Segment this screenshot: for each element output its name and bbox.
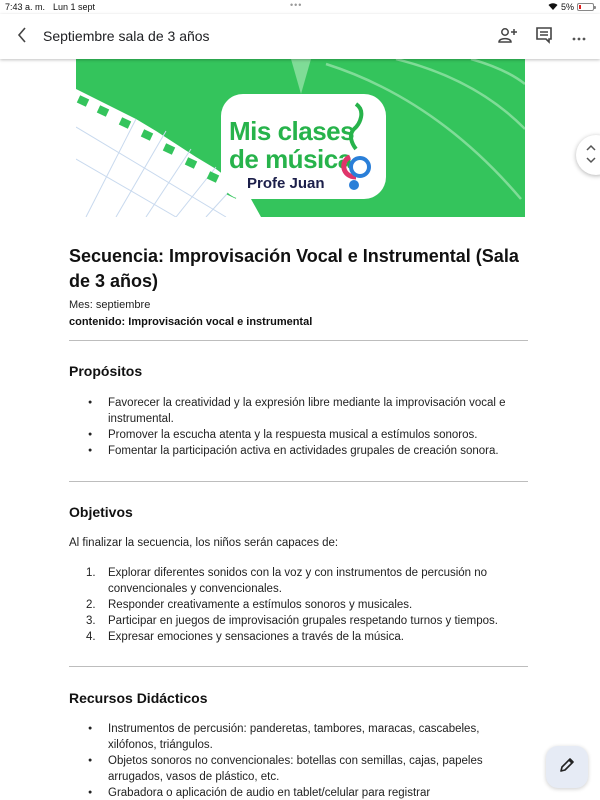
- share-button[interactable]: [497, 26, 519, 48]
- more-options-button[interactable]: [568, 26, 590, 48]
- list-number: 1.: [86, 567, 96, 579]
- divider: [69, 340, 528, 341]
- list-item: ● Fomentar la participación activa en actividades grupales de creación sonora.: [88, 443, 528, 459]
- list-item: ● Promover la escucha atenta y la respuesta musical a estímulos sonoros.: [88, 427, 528, 443]
- month-label: Mes: septiembre: [69, 299, 151, 311]
- edit-button[interactable]: [546, 746, 588, 788]
- list-number: 3.: [86, 615, 96, 627]
- section-heading-recursos: Recursos Didácticos: [69, 690, 208, 706]
- list-item: [88, 613, 528, 629]
- list-number: 2.: [86, 599, 96, 611]
- content-label: contenido: Improvisación vocal e instrumental: [69, 316, 313, 328]
- back-icon: [17, 27, 27, 48]
- objetivos-list: [88, 565, 528, 645]
- status-time: 7:43 a. m.: [5, 2, 46, 12]
- list-item: [88, 629, 528, 645]
- logo-card: [221, 94, 386, 199]
- pencil-icon: [558, 756, 576, 779]
- list-text: Explorar diferentes sonidos con la voz y con instrumentos de percusión no convencionales y convencionales.: [108, 567, 488, 595]
- section-heading-objetivos: Objetivos: [69, 504, 133, 520]
- document-heading: Secuencia: Improvisación Vocal e Instrumental (Sala de 3 años): [69, 246, 519, 291]
- comments-button[interactable]: [533, 26, 555, 48]
- header-banner-image: [76, 59, 525, 217]
- comment-icon: [535, 26, 553, 49]
- wifi-icon: [548, 2, 558, 12]
- logo-line1: Mis clases: [229, 116, 355, 146]
- status-bar: [0, 0, 600, 14]
- list-item: [88, 565, 528, 597]
- divider: [69, 481, 528, 482]
- section-heading-propositos: Propósitos: [69, 363, 143, 379]
- scroll-navigation-button[interactable]: [576, 135, 600, 175]
- divider: [69, 666, 528, 667]
- list-item: ● Grabadora o aplicación de audio en tablet/celular para registrar: [88, 785, 528, 800]
- list-item: ● Instrumentos de percusión: panderetas, tambores, maracas, cascabeles, xilófonos, triángulos.: [88, 721, 528, 753]
- recursos-list: [88, 721, 528, 800]
- objetivos-intro: Al finalizar la secuencia, los niños serán capaces de:: [69, 537, 339, 549]
- propositos-list: [88, 395, 528, 459]
- status-date: Lun 1 sept: [53, 2, 96, 12]
- list-text: Responder creativamente a estímulos sonoros y musicales.: [108, 599, 413, 611]
- list-text: Expresar emociones y sensaciones a través de la música.: [108, 631, 404, 643]
- list-item: [88, 597, 528, 613]
- document-title: Septiembre sala de 3 años: [43, 28, 210, 44]
- back-button[interactable]: [12, 26, 32, 48]
- battery-percent: 5%: [560, 2, 574, 12]
- more-icon: [572, 28, 586, 46]
- list-item: ● Objetos sonoros no convencionales: botellas con semillas, cajas, papeles arrugados, vasos de plástico, etc.: [88, 753, 528, 785]
- list-text: Participar en juegos de improvisación grupales respetando turnos y tiempos.: [108, 615, 498, 627]
- chevron-up-icon: [586, 143, 596, 154]
- list-item: ● Favorecer la creatividad y la expresión libre mediante la improvisación vocal e instrumental.: [88, 395, 528, 427]
- list-number: 4.: [86, 631, 96, 643]
- logo-line2: de música: [229, 144, 352, 174]
- status-right: [548, 2, 594, 12]
- add-person-icon: [498, 27, 518, 48]
- multitask-dots[interactable]: •••: [290, 0, 303, 10]
- app-bar: [0, 14, 600, 59]
- chevron-down-icon: [586, 156, 596, 167]
- battery-icon: [577, 3, 594, 11]
- logo-subtitle: Profe Juan: [247, 175, 325, 192]
